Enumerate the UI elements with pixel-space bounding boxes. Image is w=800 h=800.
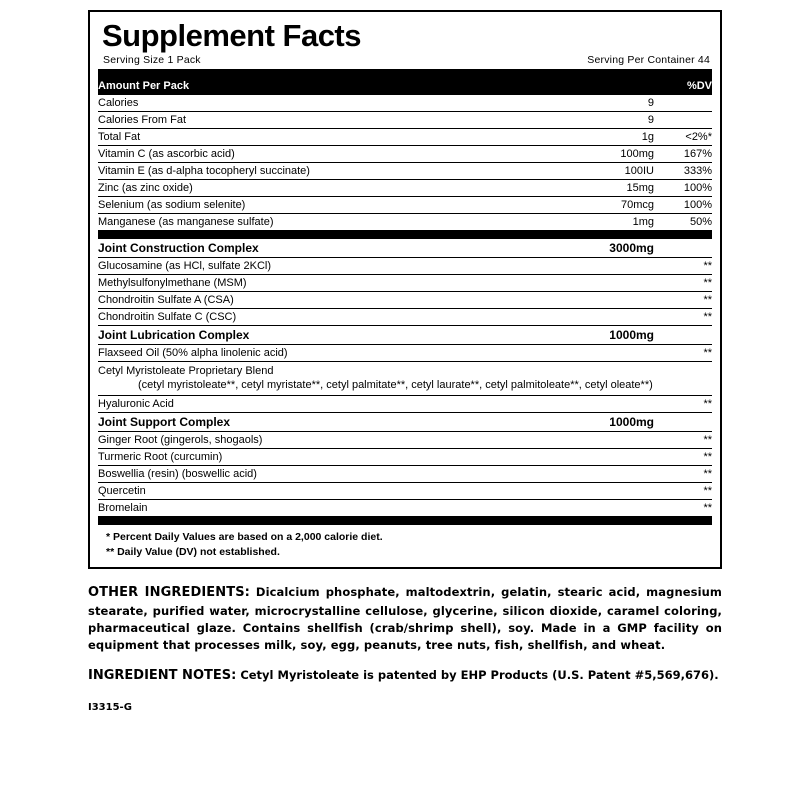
ingredient-amount — [534, 395, 654, 412]
nutrient-amount: 9 — [534, 95, 654, 112]
nutrient-name: Selenium (as sodium selenite) — [98, 196, 534, 213]
ingredient-name: Chondroitin Sulfate A (CSA) — [98, 291, 534, 308]
label-code: I3315-G — [88, 701, 132, 713]
nutrient-amount: 70mcg — [534, 196, 654, 213]
ingredient-name: Flaxseed Oil (50% alpha linolenic acid) — [98, 344, 534, 361]
ingredient-dv: ** — [654, 257, 712, 274]
complex-name: Joint Construction Complex — [98, 239, 534, 258]
nutrient-name: Calories — [98, 95, 534, 112]
complex-amount: 1000mg — [534, 326, 654, 345]
amount-per-pack-label: Amount Per Pack — [98, 78, 534, 95]
ingredient-amount — [534, 499, 654, 516]
complex-name: Joint Support Complex — [98, 413, 534, 432]
footnote-percent-dv: * Percent Daily Values are based on a 2,000 calorie diet. — [106, 530, 383, 543]
supplement-facts-panel — [88, 10, 722, 569]
blend-title: Cetyl Myristoleate Proprietary Blend — [98, 364, 274, 377]
table-row — [98, 291, 712, 308]
ingredient-amount — [534, 482, 654, 499]
ingredient-dv: ** — [654, 344, 712, 361]
nutrient-dv: 100% — [654, 196, 712, 213]
serving-info — [103, 54, 710, 66]
nutrient-amount: 1g — [534, 128, 654, 145]
ingredient-amount — [534, 465, 654, 482]
other-ingredients-text: Dicalcium phosphate, maltodextrin, gelatin, stearic acid, magnesium stearate, purified water, microcrystalline cellulose, glycerine, silicon dioxide, caramel coloring, pharmaceutical glaze. Contains shellfish (crab/shrimp shell), soy. Made in a GMP facility on equipment that processes milk, soy, egg, peanuts, tree nuts, fish, shellfish, and wheat. — [88, 585, 722, 653]
nutrient-name: Zinc (as zinc oxide) — [98, 179, 534, 196]
ingredient-dv: ** — [703, 501, 712, 514]
table-row — [98, 128, 712, 145]
nutrients-table — [98, 95, 712, 230]
ingredient-name: Boswellia (resin) (boswellic acid) — [98, 465, 534, 482]
ingredient-name: Turmeric Root (curcumin) — [98, 448, 534, 465]
nutrient-dv: 50% — [689, 215, 712, 228]
footnotes — [98, 525, 712, 563]
ingredient-amount — [534, 344, 654, 361]
ingredient-amount — [534, 448, 654, 465]
complex-dv — [654, 413, 712, 432]
nutrient-dv: <2%* — [654, 128, 712, 145]
complex-dv — [654, 326, 712, 345]
ingredient-amount — [534, 308, 654, 325]
table-row — [98, 465, 712, 482]
ingredient-notes-label: INGREDIENT NOTES: — [88, 668, 237, 684]
ingredient-amount — [534, 291, 654, 308]
ingredient-notes-text: Cetyl Myristoleate is patented by EHP Products (U.S. Patent #5,569,676). — [236, 668, 719, 683]
complex-amount: 1000mg — [534, 413, 654, 432]
ingredient-name: Chondroitin Sulfate C (CSC) — [98, 308, 534, 325]
ingredient-name: Glucosamine (as HCl, sulfate 2KCl) — [98, 257, 534, 274]
complex-header-row — [98, 326, 712, 345]
ingredient-notes-block — [88, 666, 722, 686]
divider-thick-top — [98, 69, 712, 78]
ingredient-amount — [534, 274, 654, 291]
serving-size: Serving Size 1 Pack — [103, 53, 201, 66]
nutrient-amount: 100IU — [534, 162, 654, 179]
nutrient-name: Vitamin E (as d-alpha tocopheryl succinate) — [98, 162, 534, 179]
ingredient-name: Ginger Root (gingerols, shogaols) — [98, 431, 534, 448]
complex-amount: 3000mg — [534, 239, 654, 258]
proprietary-blend-row — [98, 361, 712, 395]
table-row — [98, 145, 712, 162]
ingredient-dv: ** — [654, 448, 712, 465]
table-row — [98, 395, 712, 412]
amount-header-table — [98, 78, 712, 95]
complex-header-row — [98, 239, 712, 258]
page-title: Supplement Facts — [102, 18, 361, 53]
ingredient-dv: ** — [654, 482, 712, 499]
nutrient-dv — [654, 111, 712, 128]
nutrient-dv: 167% — [654, 145, 712, 162]
complex-dv — [654, 239, 712, 258]
joint-support-complex-table — [98, 413, 712, 516]
divider-thick-bottom — [98, 516, 712, 525]
nutrient-amount: 1mg — [632, 215, 654, 228]
nutrient-name: Manganese (as manganese sulfate) — [98, 215, 274, 228]
nutrient-dv — [654, 95, 712, 112]
divider-thick-mid — [98, 230, 712, 239]
amount-header-row — [98, 78, 712, 95]
ingredient-name: Bromelain — [98, 501, 148, 514]
footnote-dv-not-established: ** Daily Value (DV) not established. — [106, 545, 280, 558]
complex-header-row — [98, 413, 712, 432]
table-row — [98, 257, 712, 274]
joint-construction-complex-table — [98, 239, 712, 326]
nutrient-dv: 333% — [654, 162, 712, 179]
ingredient-dv: ** — [654, 274, 712, 291]
nutrient-dv: 100% — [654, 179, 712, 196]
table-row — [98, 95, 712, 112]
table-row — [98, 196, 712, 213]
joint-lubrication-complex-table — [98, 326, 712, 413]
table-row — [98, 431, 712, 448]
ingredient-name: Quercetin — [98, 482, 534, 499]
table-row — [98, 448, 712, 465]
nutrient-name: Total Fat — [98, 128, 534, 145]
table-row — [98, 179, 712, 196]
ingredient-dv: ** — [654, 395, 712, 412]
table-row — [98, 213, 712, 230]
nutrient-amount: 9 — [534, 111, 654, 128]
nutrient-name: Calories From Fat — [98, 111, 534, 128]
table-row — [98, 308, 712, 325]
table-row — [98, 274, 712, 291]
ingredient-name: Hyaluronic Acid — [98, 395, 534, 412]
table-row — [98, 111, 712, 128]
blend-body: (cetyl myristoleate**, cetyl myristate**, cetyl palmitate**, cetyl laurate**, cetyl palmitoleate**, cetyl oleate**) — [138, 379, 653, 392]
ingredient-amount — [534, 431, 654, 448]
ingredient-name: Methylsulfonylmethane (MSM) — [98, 274, 534, 291]
ingredient-dv: ** — [654, 291, 712, 308]
ingredient-dv: ** — [654, 465, 712, 482]
ingredient-dv: ** — [654, 308, 712, 325]
table-row — [98, 344, 712, 361]
proprietary-blend-block — [98, 361, 712, 395]
servings-per-container: Serving Per Container 44 — [587, 53, 710, 66]
amount-header-spacer — [534, 78, 654, 95]
other-ingredients-block — [88, 583, 722, 654]
complex-name: Joint Lubrication Complex — [98, 326, 534, 345]
table-row — [98, 482, 712, 499]
ingredient-amount — [534, 257, 654, 274]
other-ingredients-label: OTHER INGREDIENTS: — [88, 585, 250, 601]
nutrient-amount: 100mg — [534, 145, 654, 162]
table-row — [98, 499, 712, 516]
nutrient-name: Vitamin C (as ascorbic acid) — [98, 145, 534, 162]
ingredient-dv: ** — [654, 431, 712, 448]
table-row — [98, 162, 712, 179]
dv-header-label: %DV — [654, 78, 712, 95]
nutrient-amount: 15mg — [534, 179, 654, 196]
